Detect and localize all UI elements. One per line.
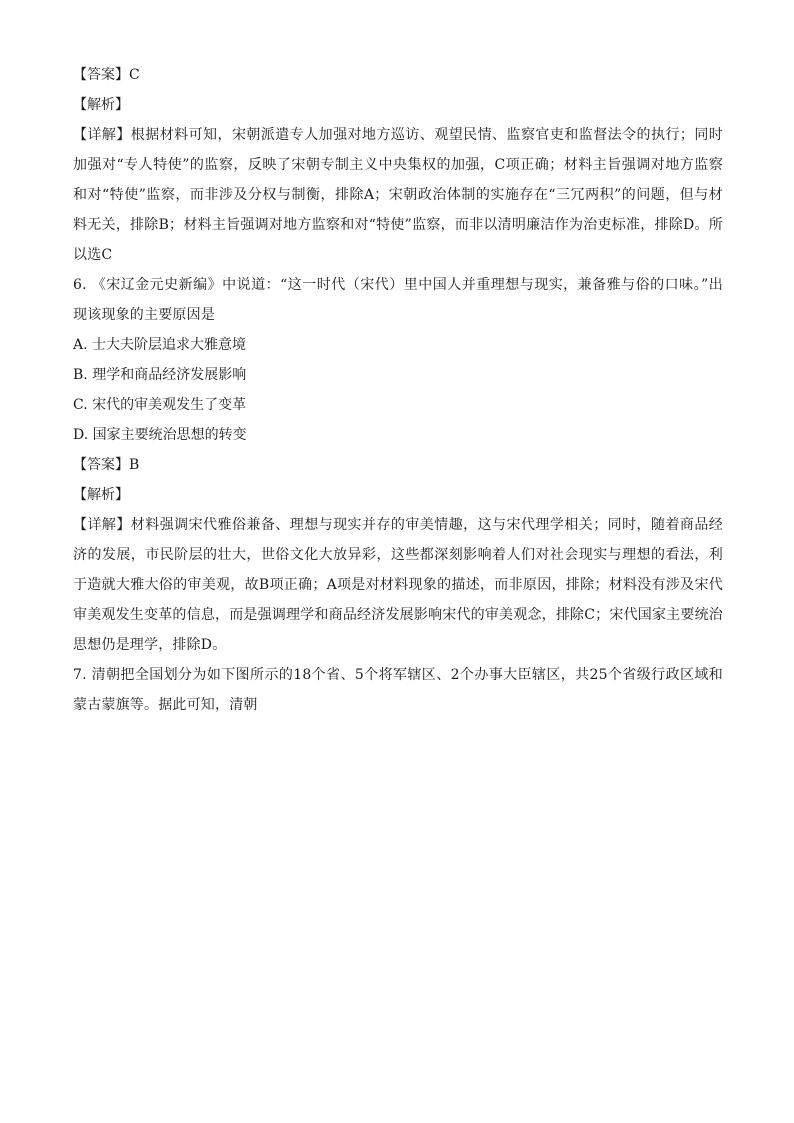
- analysis-label: 【解析】: [73, 97, 129, 113]
- detail-paragraph: 【详解】材料强调宋代雅俗兼备、理想与现实并存的审美情趣，这与宋代理学相关；同时，随着商品经济的发展，市民阶层的壮大，世俗文化大放异彩，这些都深刻影响着人们对社会现实与理想的看法，利于造就大雅大俗的审美观，故B项正确；A项是对材料现象的描述，而非原因，排除；材料没有涉及宋代审美观发生变革的信息，而是强调理学和商品经济发展影响宋代的审美观念，排除C；宋代国家主要统治思想仍是理学，排除D。: [73, 517, 723, 653]
- analysis-label: 【解析】: [73, 487, 129, 503]
- question-7-stem: 7. 清朝把全国划分为如下图所示的18个省、5个将军辖区、2个办事大臣辖区，共25个省级行政区域和蒙古蒙旗等。据此可知，清朝: [73, 667, 723, 713]
- question-6-stem: 6. 《宋辽金元史新编》中说道：“这一时代（宋代）里中国人并重理想与现实，兼备雅与俗的口味。”出现该现象的主要原因是: [73, 277, 723, 323]
- option-a: A. 士大夫阶层追求大雅意境: [73, 337, 247, 353]
- answer-label: 【答案】C: [73, 67, 140, 83]
- answer-label: 【答案】B: [73, 457, 140, 473]
- document-page: [73, 60, 723, 720]
- option-b: B. 理学和商品经济发展影响: [73, 367, 247, 383]
- option-d: D. 国家主要统治思想的转变: [73, 427, 247, 443]
- detail-paragraph: 【详解】根据材料可知，宋朝派遣专人加强对地方巡访、观望民情、监察官吏和监督法令的执行；同时加强对“专人特使”的监察，反映了宋朝专制主义中央集权的加强，C项正确；材料主旨强调对地方监察和对“特使”监察，而非涉及分权与制衡，排除A；宋朝政治体制的实施存在“三冗两积”的问题，但与材料无关，排除B；材料主旨强调对地方监察和对“特使”监察，而非以清明廉洁作为治吏标准，排除D。所以选C: [73, 127, 723, 263]
- option-c: C. 宋代的审美观发生了变革: [73, 397, 247, 413]
